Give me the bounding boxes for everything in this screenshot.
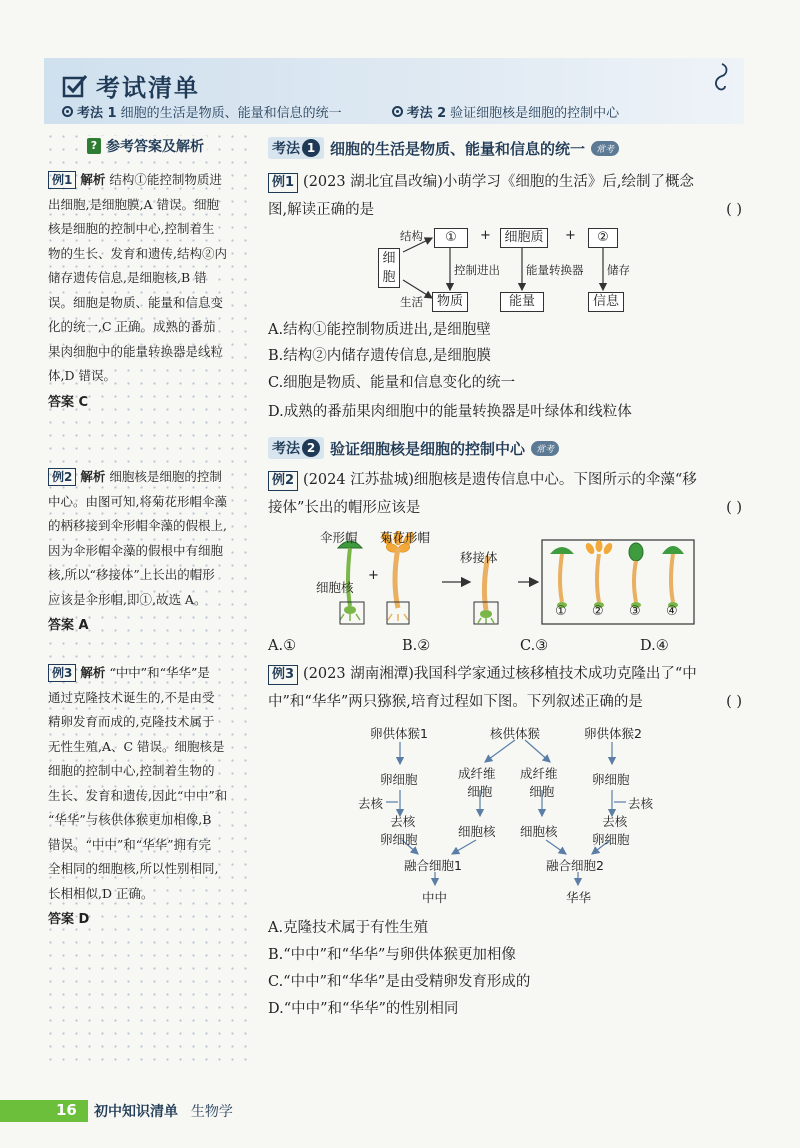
header-banner (44, 58, 744, 124)
option-c: C.③ (520, 638, 549, 654)
answer-text: 核,所以“移接体”上长出的帽形 (48, 567, 215, 582)
answer-text: 通过克隆技术诞生的,不是由受 (48, 689, 215, 705)
section-number: 1 (302, 139, 320, 157)
plus-sign: + (565, 228, 576, 243)
answer-text: 全相同的细胞核,所以性别相同, (48, 861, 219, 876)
answer-text: “中中”和“华华”是 (109, 665, 210, 680)
answer-text: 错误。“中中”和“华华”拥有完 (48, 836, 212, 852)
analysis-label: 解析 (80, 469, 106, 484)
enucleated-text: 去核 (602, 814, 628, 829)
answer-text: 细胞核是细胞的控制 (109, 469, 222, 484)
hook-icon (708, 62, 730, 92)
answer-text: 体,D 错误。 (48, 368, 116, 383)
answer-text: 中心。由图可知,将菊花形帽伞藻 (48, 493, 227, 509)
answer-column (44, 130, 250, 1070)
answer-text: 因为伞形帽伞藻的假根中有细胞 (48, 542, 224, 558)
answer-blank: ( ) (726, 202, 742, 218)
topic-text: 细胞的生活是物质、能量和信息的统一 (120, 106, 342, 121)
egg-donor-2: 卵供体猴2 (584, 726, 642, 741)
section-title: 验证细胞核是细胞的控制中心 (330, 439, 526, 458)
option-b: B.结构②内储存遗传信息,是细胞膜 (268, 348, 491, 364)
fibroblast-text: 成纤维 (458, 766, 496, 781)
result-1-label: ① (555, 604, 567, 619)
fused-cell-1: 融合细胞1 (404, 858, 462, 873)
section-heading (268, 437, 559, 459)
structure-1-box: ① (434, 228, 468, 248)
answer-text: 细胞的控制中心,控制着生物的 (48, 763, 215, 778)
answer-text: 精卵发育而成的,克隆技术属于 (48, 714, 215, 729)
answer-text: 误。细胞是物质、能量和信息变 (48, 294, 224, 310)
plus-sign: + (480, 228, 491, 243)
question-line (268, 196, 748, 224)
bullet-icon (62, 106, 73, 117)
question-mark-icon: ? (87, 138, 101, 154)
option-d: D.成熟的番茄果肉细胞中的能量转换器是叶绿体和线粒体 (268, 404, 632, 420)
answer-label: 答案 (48, 912, 75, 927)
frequency-badge: 常考 (591, 141, 619, 156)
topic-key: 考法 1 (77, 106, 117, 121)
remove-nucleus-label: 去核 (358, 796, 384, 811)
result-3-label: ③ (629, 604, 641, 619)
question-2 (268, 466, 748, 522)
footer-book-title (94, 1101, 233, 1121)
example-tag: 例2 (268, 471, 298, 491)
remove-nucleus-label: 去核 (628, 796, 654, 811)
answer-heading-text: 参考答案及解析 (106, 139, 204, 155)
fused-cell-2: 融合细胞2 (546, 858, 604, 873)
section-pill (268, 137, 324, 159)
cell-box (378, 248, 400, 288)
section-title: 细胞的生活是物质、能量和信息的统一 (330, 139, 586, 158)
option-c: C.“中中”和“华华”是由受精卵发育形成的 (268, 974, 531, 990)
final-answer (48, 908, 248, 933)
question-line (268, 660, 748, 688)
topic-text: 验证细胞核是细胞的控制中心 (450, 106, 620, 121)
question-line (268, 168, 748, 196)
question-text: 图,解读正确的是 (268, 202, 375, 218)
example-tag: 例1 (48, 171, 76, 189)
example-tag: 例3 (268, 665, 298, 685)
topic-list (62, 102, 734, 121)
fibroblast-1 (458, 764, 496, 800)
enucleated-text: 卵细胞 (592, 832, 630, 847)
page-title: 考试清单 (96, 74, 200, 102)
fibroblast-text: 细胞 (529, 784, 555, 799)
monkey-huahua: 华华 (566, 890, 592, 905)
answer-text: 化的统一,C 正确。成熟的番茄 (48, 319, 216, 334)
option-d: D.④ (640, 638, 669, 654)
arrow-label: 能量转换器 (526, 263, 584, 277)
answer-text: 长相相似,D 正确。 (48, 885, 154, 901)
option-a: A.克隆技术属于有性生殖 (268, 920, 429, 936)
cell-label: 细胞 (382, 251, 396, 285)
concept-diagram (368, 222, 638, 314)
monkey-zhongzhong: 中中 (422, 890, 448, 905)
structure-2-box: ② (588, 228, 618, 248)
answer-text: 无性生殖,A、C 错误。细胞核是 (48, 738, 225, 754)
question-line (268, 688, 748, 716)
option-c: C.细胞是物质、能量和信息变化的统一 (268, 375, 516, 391)
section-key: 考法 (272, 141, 300, 157)
graft-label: 移接体 (460, 550, 498, 565)
umbrella-cap-label: 伞形帽 (320, 530, 358, 545)
answer-text: 核是细胞的控制中心,控制着生 (48, 221, 215, 236)
book-name: 初中知识清单 (94, 1104, 178, 1120)
struct-label: 结构 (400, 229, 423, 243)
nucleus-2: 细胞核 (520, 824, 558, 839)
result-2-label: ② (592, 604, 604, 619)
question-text: (2024 江苏盐城)细胞核是遗传信息中心。下图所示的伞藻“移 (303, 472, 697, 488)
answer-text: 储存遗传信息,是细胞核,B 错 (48, 270, 207, 285)
answer-line (48, 465, 248, 490)
answer-label: 答案 (48, 618, 75, 633)
section-heading (268, 137, 619, 159)
nucleus-donor: 核供体猴 (490, 726, 541, 741)
subject-name: 生物学 (190, 1104, 233, 1120)
fibroblast-text: 细胞 (467, 784, 493, 799)
cloning-flow-diagram (340, 720, 680, 905)
topic-item (392, 102, 620, 121)
acetabularia-diagram (300, 526, 750, 626)
answer-text: 果肉细胞中的能量转换器是线粒 (48, 343, 224, 359)
nucleus-1: 细胞核 (458, 824, 496, 839)
answer-block (48, 465, 248, 639)
section-key: 考法 (272, 441, 300, 457)
matter-box: 物质 (432, 292, 468, 312)
answer-text: 的柄移接到伞形帽伞藻的假根上, (48, 518, 227, 533)
checkbox-icon (62, 73, 88, 99)
information-box: 信息 (588, 292, 624, 312)
topic-key: 考法 2 (406, 106, 447, 121)
option-b: B.② (402, 638, 431, 654)
option-b: B.“中中”和“华华”与卵供体猴更加相像 (268, 947, 516, 963)
answer-blank: ( ) (726, 694, 742, 710)
question-line (268, 466, 748, 494)
answer-text: 应该是伞形帽,即①,故选 A。 (48, 591, 207, 607)
header-title-row (62, 68, 200, 103)
answer-value: A (78, 618, 89, 633)
answer-line (48, 168, 248, 193)
frequency-badge: 常考 (531, 441, 559, 456)
arrow-label: 储存 (607, 263, 630, 277)
question-text: (2023 湖南湘潭)我国科学家通过核移植技术成功克隆出了“中 (303, 666, 697, 682)
answer-block (48, 168, 248, 415)
question-text: 接体”长出的帽形应该是 (268, 500, 421, 516)
answer-text: 物的生长、发育和遗传,结构②内 (48, 245, 227, 261)
answer-text: 出细胞,是细胞膜,A 错误。细胞 (48, 196, 219, 212)
enucleated-egg-2 (592, 812, 630, 848)
answer-text: 生长、发育和遗传,因此“中中”和 (48, 787, 228, 803)
answer-heading (84, 136, 207, 156)
energy-box: 能量 (500, 292, 544, 312)
final-answer (48, 614, 248, 639)
option-d: D.“中中”和“华华”的性别相同 (268, 1001, 459, 1017)
question-3 (268, 660, 748, 716)
nucleus-label: 细胞核 (316, 580, 354, 595)
example-tag: 例1 (268, 173, 298, 193)
option-a: A.① (268, 638, 297, 654)
daisy-cap-label: 菊花形帽 (380, 530, 431, 545)
arrow-label: 控制进出 (454, 263, 500, 277)
page-footer (0, 1098, 800, 1124)
bullet-icon (392, 106, 403, 117)
answer-block (48, 661, 248, 933)
section-pill (268, 437, 324, 459)
example-tag: 例2 (48, 468, 76, 486)
fibroblast-2 (520, 764, 558, 800)
enucleated-egg-1 (380, 812, 418, 848)
answer-line (48, 661, 248, 686)
enucleated-text: 去核 (390, 814, 416, 829)
answer-text: 结构①能控制物质进 (109, 172, 222, 187)
topic-item (62, 102, 342, 121)
final-answer (48, 391, 248, 416)
answer-value: C (78, 394, 89, 410)
fibroblast-text: 成纤维 (520, 766, 558, 781)
question-text: (2023 湖北宜昌改编)小萌学习《细胞的生活》后,绘制了概念 (303, 174, 694, 190)
egg-cell: 卵细胞 (380, 772, 418, 787)
plus-sign: + (368, 568, 379, 583)
option-a: A.结构①能控制物质进出,是细胞壁 (268, 322, 491, 338)
result-4-label: ④ (666, 604, 678, 619)
section-number: 2 (302, 439, 320, 457)
enucleated-text: 卵细胞 (380, 832, 418, 847)
cytoplasm-box: 细胞质 (500, 228, 548, 248)
question-text: 中”和“华华”两只猕猴,培育过程如下图。下列叙述正确的是 (268, 694, 643, 710)
answer-value: D (78, 912, 90, 927)
example-tag: 例3 (48, 664, 76, 682)
answer-label: 答案 (48, 394, 75, 410)
answer-text: “华华”与核供体猴更加相像,B (48, 812, 212, 827)
egg-cell: 卵细胞 (592, 772, 630, 787)
page-number: 16 (56, 1101, 77, 1119)
egg-donor-1: 卵供体猴1 (370, 726, 428, 741)
question-1 (268, 168, 748, 224)
analysis-label: 解析 (80, 172, 106, 187)
answer-blank: ( ) (726, 500, 742, 516)
question-line (268, 494, 748, 522)
analysis-label: 解析 (80, 665, 106, 680)
life-label: 生活 (400, 295, 423, 309)
